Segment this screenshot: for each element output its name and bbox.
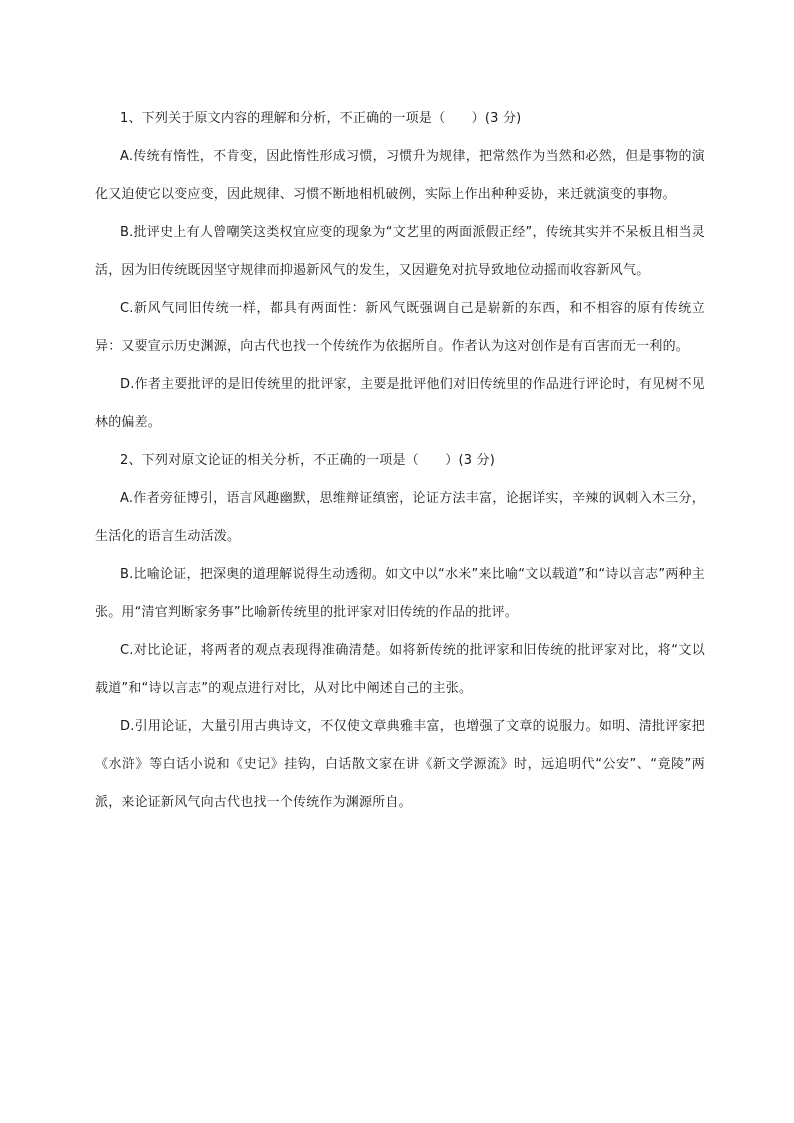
option-c: C.对比论证，将两者的观点表现得准确清楚。如将新传统的批评家和旧传统的批评家对比，将“文以载道”和“诗以言志”的观点进行对比，从对比中阐述自己的主张。 (95, 643, 705, 696)
option-b: B.批评史上有人曾嘲笑这类权宜应变的现象为“文艺里的两面派假正经”，传统其实并不呆板且相当灵活，因为旧传统既因坚守规律而抑遏新风气的发生，又因避免对抗导致地位动摇而收容新风气。 (95, 225, 705, 278)
document-page (95, 100, 705, 822)
question-stem: 2、下列对原文论证的相关分析，不正确的一项是（ ）(3 分) (120, 453, 496, 468)
question-2 (95, 442, 705, 822)
option-d: D.作者主要批评的是旧传统里的批评家，主要是批评他们对旧传统里的作品进行评论时，有见树不见林的偏差。 (95, 377, 705, 430)
option-d: D.引用论证，大量引用古典诗文，不仅使文章典雅丰富，也增强了文章的说服力。如明、清批评家把《水浒》等白话小说和《史记》挂钩，白话散文家在讲《新文学源流》时，远追明代“公安”、“竟陵”两派，来论证新风气向古代也找一个传统作为渊源所自。 (95, 719, 705, 810)
option-b: B.比喻论证，把深奥的道理解说得生动透彻。如文中以“水米”来比喻“文以载道”和“诗以言志”两种主张。用“清官判断家务事”比喻新传统里的批评家对旧传统的作品的批评。 (95, 567, 705, 620)
option-c: C.新风气同旧传统一样，都具有两面性：新风气既强调自己是崭新的东西，和不相容的原有传统立异：又要宣示历史渊源，向古代也找一个传统作为依据所自。作者认为这对创作是有百害而无一利的。 (95, 301, 705, 354)
option-a: A.传统有惰性，不肯变，因此惰性形成习惯，习惯升为规律，把常然作为当然和必然，但是事物的演化又迫使它以变应变，因此规律、习惯不断地相机破例，实际上作出种种妥协，来迁就演变的事物。 (95, 149, 705, 202)
option-a: A.作者旁征博引，语言风趣幽默，思维辩证缜密，论证方法丰富，论据详实，辛辣的讽刺入木三分，生活化的语言生动活泼。 (95, 491, 705, 544)
question-stem: 1、下列关于原文内容的理解和分析，不正确的一项是（ ）(3 分) (120, 111, 522, 126)
question-1 (95, 100, 705, 442)
